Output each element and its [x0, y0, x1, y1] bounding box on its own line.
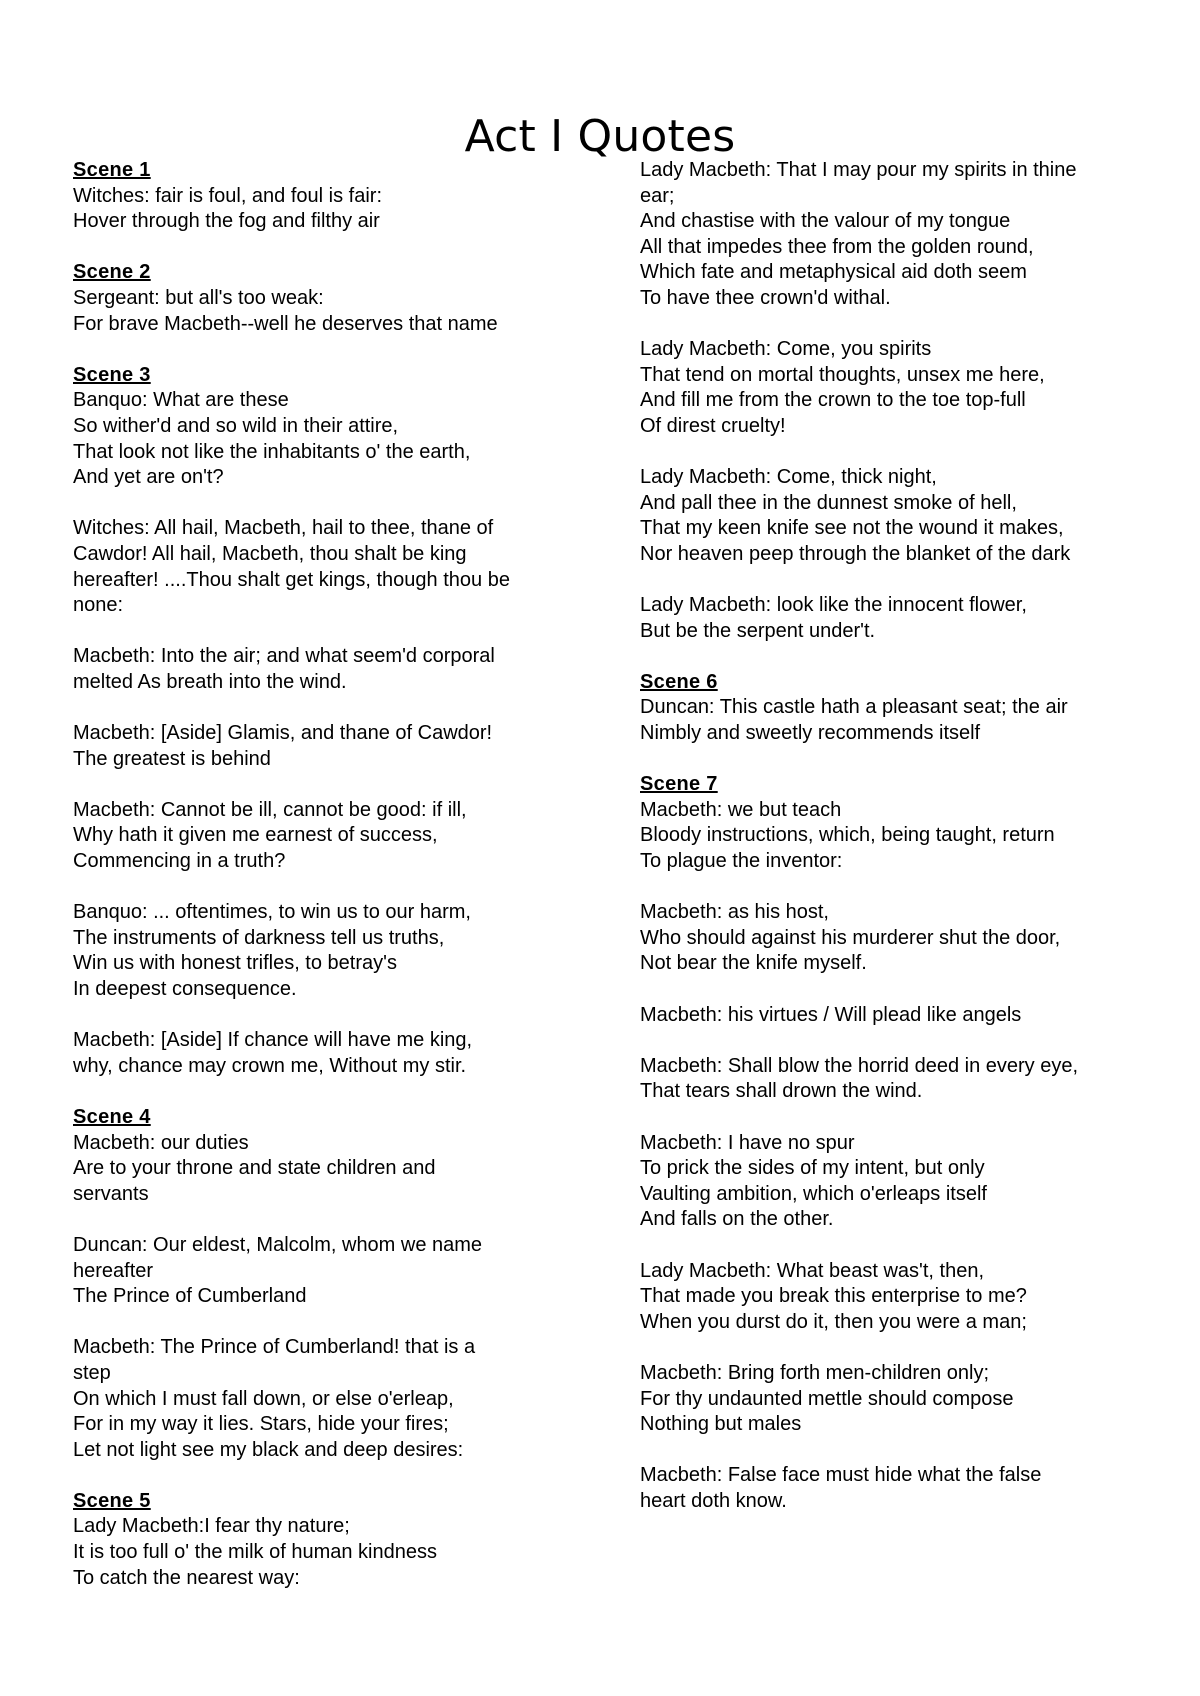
paragraph-gap	[640, 1438, 1140, 1464]
quote-line: On which I must fall down, or else o'erleap,	[73, 1387, 454, 1410]
quote-line: For brave Macbeth--well he deserves that name	[73, 312, 498, 335]
quote-line: Banquo: What are these	[73, 389, 289, 412]
paragraph-gap	[640, 440, 1140, 466]
quote-line: That tears shall drown the wind.	[640, 1080, 923, 1103]
quote-line: That made you break this enterprise to me?	[640, 1285, 1027, 1308]
quote-line: Commencing in a truth?	[73, 850, 286, 873]
quote-line: That my keen knife see not the wound it makes,	[640, 517, 1064, 540]
quote-line: Macbeth: Bring forth men-children only;	[640, 1361, 990, 1384]
quote-line: Macbeth: Shall blow the horrid deed in every eye,	[640, 1054, 1079, 1077]
quote-line: When you durst do it, then you were a man;	[640, 1310, 1027, 1333]
quote-line: hereafter! ....Thou shalt get kings, though thou be	[73, 568, 510, 591]
quote-line: And falls on the other.	[640, 1208, 834, 1231]
quote-line: The instruments of darkness tell us truths,	[73, 926, 445, 949]
quote-line: To plague the inventor:	[640, 850, 843, 873]
quote-line: It is too full o' the milk of human kindness	[73, 1541, 437, 1564]
quote-line: step	[73, 1361, 111, 1384]
quote-line: All that impedes thee from the golden round,	[640, 235, 1034, 258]
paragraph-gap	[73, 1310, 583, 1336]
paragraph-gap	[640, 1233, 1140, 1259]
quote-line: heart doth know.	[640, 1489, 787, 1512]
quote-line: For thy undaunted mettle should compose	[640, 1387, 1014, 1410]
quote-line: Macbeth: Into the air; and what seem'd corporal	[73, 645, 495, 668]
quote-line: none:	[73, 594, 124, 617]
paragraph-gap	[640, 875, 1140, 901]
quote-line: Cawdor! All hail, Macbeth, thou shalt be king	[73, 542, 467, 565]
quote-line: Why hath it given me earnest of success,	[73, 824, 438, 847]
quote-line: Macbeth: The Prince of Cumberland! that is a	[73, 1336, 476, 1359]
quote-line: Lady Macbeth: Come, thick night,	[640, 466, 937, 489]
quote-line: Vaulting ambition, which o'erleaps itself	[640, 1182, 987, 1205]
paragraph-gap	[640, 1028, 1140, 1054]
quote-line: Duncan: This castle hath a pleasant seat; the air	[640, 696, 1068, 719]
quote-line: Lady Macbeth: That I may pour my spirits in thine	[640, 159, 1077, 181]
paragraph-gap	[73, 875, 583, 901]
quote-line: Nor heaven peep through the blanket of the dark	[640, 542, 1071, 565]
page-title: Act I Quotes	[464, 111, 736, 163]
scene-heading: Scene 2	[73, 261, 151, 284]
quote-line: Let not light see my black and deep desires:	[73, 1438, 464, 1461]
paragraph-gap	[73, 1003, 583, 1029]
quote-line: In deepest consequence.	[73, 978, 297, 1000]
quote-line: And fill me from the crown to the toe top-full	[640, 389, 1026, 412]
quote-line: Macbeth: we but teach	[640, 798, 842, 821]
scene-heading: Scene 7	[640, 773, 718, 796]
quote-line: But be the serpent under't.	[640, 619, 876, 642]
quote-line: Macbeth: False face must hide what the false	[640, 1464, 1042, 1487]
paragraph-gap	[73, 695, 583, 721]
quote-line: Banquo: ... oftentimes, to win us to our harm,	[73, 901, 471, 924]
quote-line: Nothing but males	[640, 1413, 802, 1436]
paragraph-gap	[640, 977, 1140, 1003]
paragraph-gap	[73, 1207, 583, 1233]
paragraph-gap	[640, 568, 1140, 594]
scene-heading: Scene 3	[73, 363, 151, 386]
quote-line: And pall thee in the dunnest smoke of hell,	[640, 491, 1017, 514]
paragraph-gap	[73, 1463, 583, 1489]
quote-line: Hover through the fog and filthy air	[73, 210, 380, 233]
quote-line: melted As breath into the wind.	[73, 670, 347, 693]
quote-line: Sergeant: but all's too weak:	[73, 286, 324, 309]
quote-line: For in my way it lies. Stars, hide your fires;	[73, 1413, 449, 1436]
paragraph-gap	[73, 772, 583, 798]
quote-line: servants	[73, 1182, 149, 1205]
left-column	[73, 158, 583, 1591]
quote-line: To prick the sides of my intent, but only	[640, 1157, 985, 1180]
quote-line: why, chance may crown me, Without my stir.	[73, 1054, 467, 1077]
scene-heading: Scene 4	[73, 1105, 151, 1128]
paragraph-gap	[640, 1335, 1140, 1361]
paragraph-gap	[640, 1105, 1140, 1131]
quote-line: Lady Macbeth:I fear thy nature;	[73, 1515, 350, 1538]
quote-line: Macbeth: his virtues / Will plead like angels	[640, 1003, 1022, 1026]
quote-line: Macbeth: as his host,	[640, 901, 829, 924]
quote-line: Witches: fair is foul, and foul is fair:	[73, 184, 383, 207]
quote-line: And yet are on't?	[73, 466, 224, 489]
quote-line: Lady Macbeth: look like the innocent flower,	[640, 594, 1027, 617]
quote-line: Which fate and metaphysical aid doth seem	[640, 261, 1027, 284]
quote-line: Macbeth: [Aside] Glamis, and thane of Cawdor!	[73, 722, 493, 745]
quote-line: Bloody instructions, which, being taught, return	[640, 824, 1055, 847]
paragraph-gap	[640, 312, 1140, 338]
quote-line: The greatest is behind	[73, 747, 271, 770]
quote-line: Who should against his murderer shut the door,	[640, 926, 1061, 949]
quote-line: So wither'd and so wild in their attire,	[73, 414, 399, 437]
quote-line: ear;	[640, 184, 675, 207]
quote-line: Lady Macbeth: What beast was't, then,	[640, 1259, 985, 1282]
quote-line: That tend on mortal thoughts, unsex me here,	[640, 363, 1045, 386]
quote-line: The Prince of Cumberland	[73, 1285, 307, 1308]
paragraph-gap	[640, 644, 1140, 670]
quote-line: Not bear the knife myself.	[640, 952, 867, 975]
quote-line: Of direst cruelty!	[640, 414, 786, 437]
quote-line: Win us with honest trifles, to betray's	[73, 952, 397, 975]
paragraph-gap	[73, 235, 583, 261]
right-column	[640, 158, 1140, 1514]
quote-line: Nimbly and sweetly recommends itself	[640, 722, 981, 745]
paragraph-gap	[73, 337, 583, 363]
quote-line: Are to your throne and state children and	[73, 1157, 436, 1180]
quote-line: Witches: All hail, Macbeth, hail to thee, thane of	[73, 517, 494, 540]
quote-line: To catch the nearest way:	[73, 1566, 300, 1589]
scene-heading: Scene 1	[73, 159, 151, 181]
scene-heading: Scene 6	[640, 670, 718, 693]
quote-line: Lady Macbeth: Come, you spirits	[640, 338, 932, 361]
quote-line: Macbeth: our duties	[73, 1131, 249, 1154]
quote-line: Duncan: Our eldest, Malcolm, whom we name	[73, 1233, 483, 1256]
scene-heading: Scene 5	[73, 1489, 151, 1512]
paragraph-gap	[640, 747, 1140, 773]
paragraph-gap	[73, 491, 583, 517]
quote-line: Macbeth: [Aside] If chance will have me king,	[73, 1029, 473, 1052]
quote-line: hereafter	[73, 1259, 154, 1282]
paragraph-gap	[73, 619, 583, 645]
quote-line: And chastise with the valour of my tongue	[640, 210, 1011, 233]
quote-line: That look not like the inhabitants o' the earth,	[73, 440, 471, 463]
paragraph-gap	[73, 1079, 583, 1105]
quote-line: To have thee crown'd withal.	[640, 286, 891, 309]
quote-line: Macbeth: Cannot be ill, cannot be good: if ill,	[73, 798, 467, 821]
quote-line: Macbeth: I have no spur	[640, 1131, 855, 1154]
